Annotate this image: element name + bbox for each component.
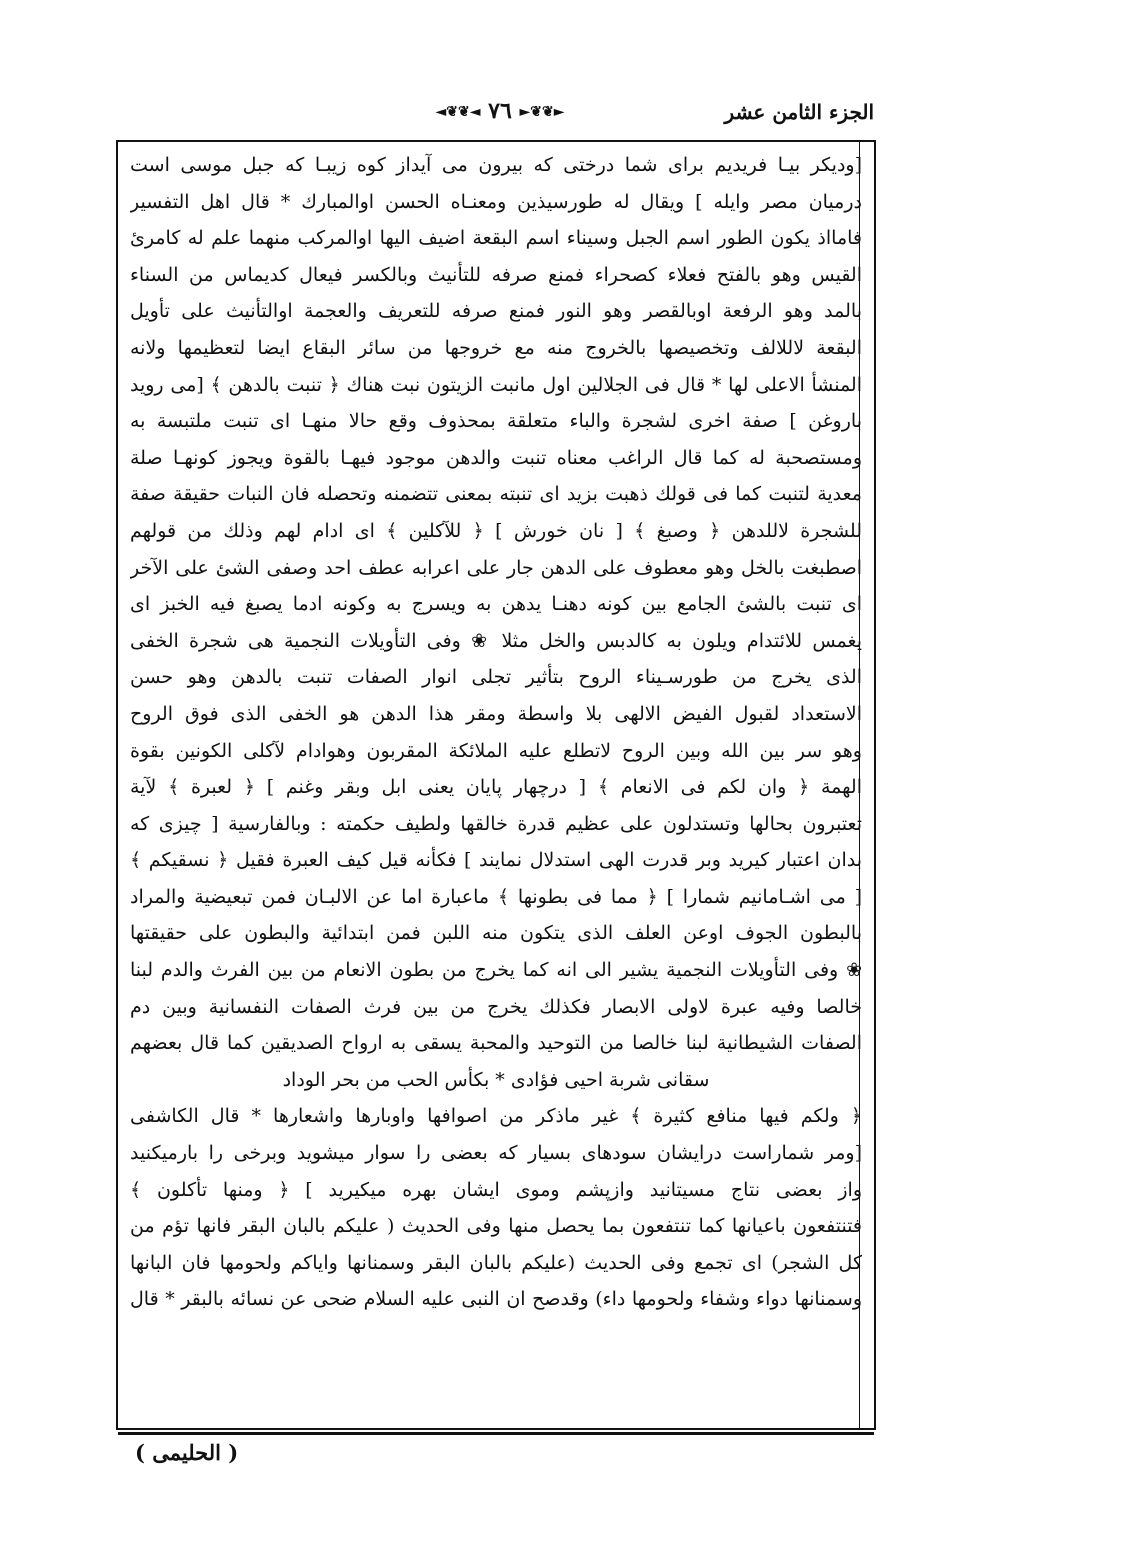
text-line: فتنتفعون باعيانها كما تنتفعون بما يحصل منها وفى الحديث ( عليكم بالبان البقر فانها تؤم من bbox=[130, 1215, 862, 1238]
text-line: الهمة ﴿ وان لكم فى الانعام ﴾ [ درچهار پايان يعنى ابل وبقر وغنم ] ﴿ لعبرة ﴾ لآية bbox=[130, 776, 862, 799]
page-number-ornament bbox=[435, 98, 565, 124]
text-line: [ مى اشـامانيم شمارا ] ﴿ مما فى بطونها ﴾ ماعبارة اما عن الالبـان فمن تبعيضية والمراد bbox=[130, 885, 862, 908]
text-line: تعتبرون بحالها وتستدلون على عظيم قدرة خالقها ولطيف حكمته : وبالفارسية [ چيزى كه bbox=[130, 812, 862, 835]
text-line: خالصا وفيه عبرة لاولى الابصار فكذلك يخرج من بين فرث الصفات النفسانية وبين دم bbox=[130, 995, 862, 1018]
text-line: [وديكر بيـا فريديم براى شما درختى كه بيرون مى آيداز كوه زيبـا كه جبل موسى است bbox=[130, 154, 862, 176]
text-line: البقعة لاللالف وتخصيصها بالخروج منه مع خروجها من سائر البقاع ايضا لتعظيمها ولانه bbox=[130, 336, 862, 359]
text-line: القيس وهو بالفتح فعلاء كصحراء فمنع صرفه للتأنيث وبالكسر فيعال كديماس من السناء bbox=[130, 263, 862, 286]
text-line: ❀ وفى التأويلات النجمية يشير الى انه كما يخرج من بطون الانعام من بين الفرث والدم لبنا bbox=[130, 959, 862, 982]
text-line: اصطبغت بالخل وهو معطوف على الدهن جار على اعرابه عطف احد وصفى الشئ على الآخر bbox=[130, 556, 862, 579]
text-line: باروغن ] صفة اخرى لشجرة والباء متعلقة بمحذوف وقع حالا منهـا اى تنبت ملتبسة به bbox=[130, 410, 862, 433]
text-line: يغمس للائتدام ويلون به كالدبس والخل مثلا ❀ وفى التأويلات النجمية هى شجرة الخفى bbox=[130, 629, 862, 652]
page-number: ٧٦ bbox=[488, 98, 512, 124]
signature-catchword: ( الحليمى ) bbox=[135, 1440, 239, 1465]
text-line: الذى يخرج من طورسـيناء الروح بتأثير تجلى انوار الصفات تنبت بالدهن وهو حسن bbox=[130, 666, 862, 689]
text-line: واز بعضى نتاج مسيتانيد وازپشم وموى ايشان بهره ميكيريد ] ﴿ ومنها تأكلون ﴾ bbox=[130, 1178, 862, 1201]
text-line: كل الشجر) اى تجمع وفى الحديث (عليكم بالبان البقر وسمنانها واياكم ولحومها فان البانها bbox=[130, 1251, 862, 1274]
text-line: معدية لتنبت كما فى قولك ذهبت بزيد اى تنبته بمعنى تتضمنه وتحصله فان النبات حقيقة صفة bbox=[130, 483, 862, 506]
text-line: بدان اعتبار كيريد وبر قدرت الهى استدلال نمايند ] فكأنه قيل كيف العبرة فقيل ﴿ نسقيكم ﴾ bbox=[130, 849, 862, 872]
text-line: الصفات الشيطانية لبنا خالصا من التوحيد والمحبة يسقى به ارواح الصديقين كما قال بعضهم bbox=[130, 1032, 862, 1055]
volume-label: الجزء الثامن عشر bbox=[724, 100, 874, 124]
text-line: اى تنبت بالشئ الجامع بين كونه دهنـا يدهن به ويسرج به وكونه ادما يصبغ فيه الخبز اى bbox=[130, 593, 862, 616]
page-header bbox=[115, 98, 880, 138]
text-line: بالمد وهو الرفعة اوبالقصر وهو النور فمنع صرفه للتعريف والعجمة اوالتأنيث على تأويل bbox=[130, 300, 862, 323]
ornament-left: ◄❦❦◄ bbox=[435, 104, 481, 120]
ornament-right: ►❦❦► bbox=[519, 104, 565, 120]
text-line: للشجرة لاللدهن ﴿ وصبغ ﴾ [ نان خورش ] ﴿ للآكلين ﴾ اى ادام لهم وذلك من قولهم bbox=[130, 519, 862, 542]
text-line: ﴿ ولكم فيها منافع كثيرة ﴾ غير ماذكر من اصوافها واوبارها واشعارها * قال الكاشفى bbox=[130, 1105, 862, 1128]
page-body bbox=[130, 147, 862, 1318]
text-line: فامااذ يكون الطور اسم الجبل وسيناء اسم البقعة اضيف اليها اوالمركب منهما علم له كامرئ bbox=[130, 227, 862, 250]
text-frame bbox=[116, 140, 876, 1430]
text-line: درميان مصر وايله ] ويقال له طورسيذين ومعنـاه الحسن اوالمبارك * قال اهل التفسير bbox=[130, 190, 862, 213]
text-line: [ومر شماراست درايشان سودهاى بسيار كه بعضى را سوار ميشويد وبرخى را بارميكنيد bbox=[130, 1142, 862, 1165]
text-line: المنشأ الاعلى لها * قال فى الجلالين اول مانبت الزيتون نبت هناك ﴿ تنبت بالدهن ﴾ [مى رويد bbox=[130, 373, 862, 396]
text-line: ومستصحبة له كما قال الراغب معناه تنبت والدهن موجود فيهـا بالقوة ويجوز كونهـا صلة bbox=[130, 446, 862, 469]
text-line: وهو سر بين الله وبين الروح لاتطلع عليه الملائكة المقربون وهوادام لآكلى الكونين بقوة bbox=[130, 739, 862, 762]
text-line: وسمنانها دواء وشفاء ولحومها داء) وقدصح ان النبى عليه السلام ضحى عن نسائه بالبقر * قال bbox=[130, 1288, 862, 1311]
text-line: الاستعداد لقبول الفيض الالهى بلا واسطة ومقر هذا الدهن هو الخفى الذى فوق الروح bbox=[130, 702, 862, 725]
verse-line: سقانى شربة احيى فؤادى * بكأس الحب من بحر الوداد bbox=[282, 1068, 710, 1091]
text-line: بالبطون الجوف اوعن العلف الذى يتكون منه اللبن فمن ابتدائية والبطون على حقيقتها bbox=[130, 922, 862, 945]
